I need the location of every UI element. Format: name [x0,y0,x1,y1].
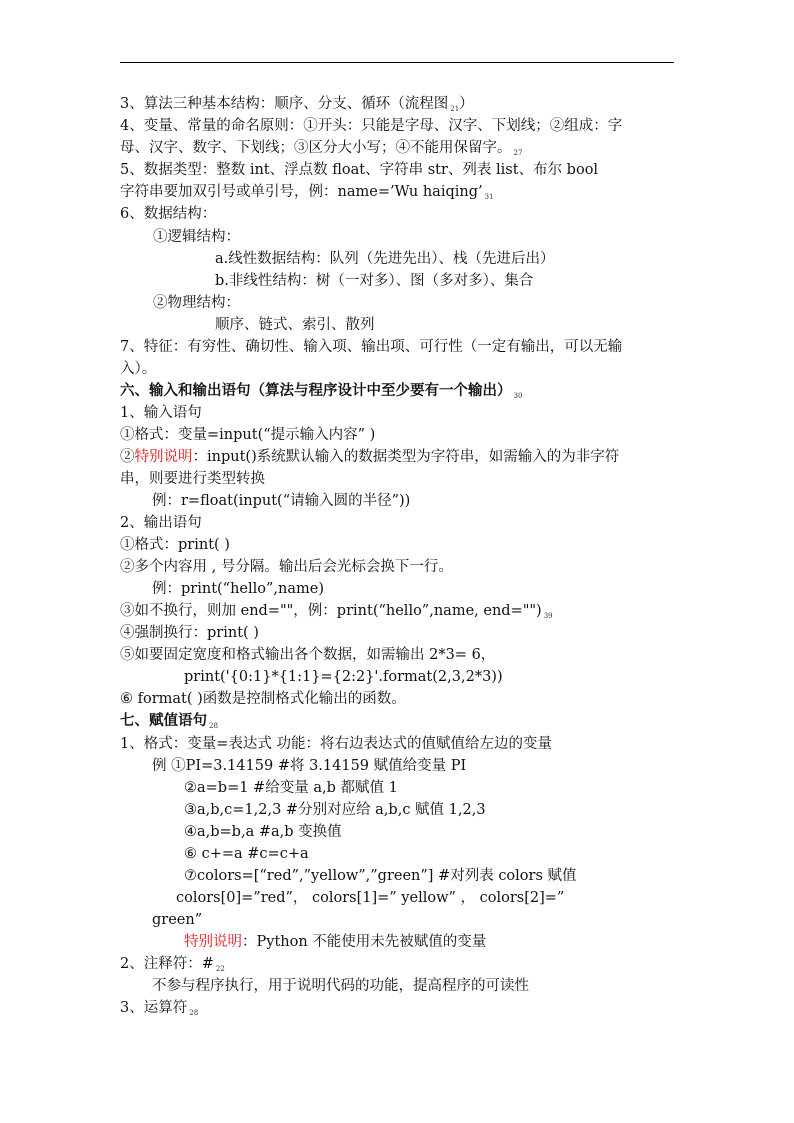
page-ref-number: 27 [513,149,523,157]
text-run: ②物理结构： [153,295,240,311]
text-run: 例：r=float(input(“请输入圆的半径”)) [152,493,411,509]
highlight-note: 特别说明 [184,934,242,950]
text-run: ①格式：print( ) [120,537,230,553]
text-run: 例：print(“hello”,name) [152,581,325,597]
text-run: ④a,b=b,a #a,b 变换值 [184,824,342,840]
text-line [215,315,375,335]
page-ref-number: 39 [543,612,553,620]
text-run: 母、汉字、数字、下划线；③区分大小写；④不能用保留字。 [120,140,512,156]
text-run: ② [120,449,135,465]
text-line [152,910,202,930]
text-run: 入）。 [120,361,157,377]
page-ref-number: 28 [209,722,218,730]
text-run: ①逻辑结构： [153,229,240,245]
text-line [120,403,202,423]
text-line [120,160,598,180]
text-line [184,932,486,952]
text-run: ：input()系统默认输入的数据类型为字符串，如需输入的为非字符 [192,449,620,465]
page-ref-number: 30 [513,392,523,400]
text-line [215,249,555,269]
text-line [152,976,529,996]
text-line [120,689,406,709]
text-run: ②a=b=1 #给变量 a,b 都赋值 1 [184,780,398,796]
text-line [120,337,622,357]
text-run: ：Python 不能使用未先被赋值的变量 [242,934,487,950]
text-line [184,844,309,864]
text-run: ⑤如要固定宽度和格式输出各个数据，如需输出 2*3= 6， [120,647,496,663]
text-run: 6、数据结构： [120,206,217,222]
text-line [176,888,564,908]
text-run: 六、输入和输出语句（算法与程序设计中至少要有一个输出） [120,382,512,399]
text-run: ⑦colors=[“red”,”yellow”,”green”] #对列表 colors 赋值 [184,868,577,884]
text-line [120,116,622,136]
text-line [184,778,398,798]
text-line [152,756,466,776]
page-ref-number: 28 [189,1009,199,1017]
text-line [184,866,577,886]
text-run: 1、输入语句 [120,405,202,421]
text-run: 2、注释符：# [120,956,214,972]
highlight-note: 特别说明 [134,449,193,465]
text-line [153,293,240,313]
text-line [120,535,230,555]
text-run: 4、变量、常量的命名原则：①开头：只能是字母、汉字、下划线；②组成：字 [120,118,623,134]
text-run: print('{0:1}*{1:1}={2:2}'.format(2,3,2*3)) [184,669,503,685]
text-run: 7、特征：有穷性、确切性、输入项、输出项、可行性（一定有输出，可以无输 [120,339,623,355]
text-line [120,734,552,754]
text-line [120,623,259,643]
text-run: ⑥ c+=a #c=c+a [184,846,309,862]
text-run: ③如不换行，则加 end=""，例：print(“hello”,name, end="") [120,603,542,619]
header-rule [120,62,674,63]
page-ref-number: 21 [450,105,460,113]
text-line [184,800,486,820]
text-line [215,271,533,291]
text-run: 5、数据类型：整数 int、浮点数 float、字符串 str、列表 list、布尔 bool [120,162,599,178]
text-run: 例 ①PI=3.14159 #将 3.14159 赋值给变量 PI [152,758,467,774]
text-line [120,359,156,379]
text-line [152,579,324,599]
text-line [153,227,240,247]
text-run: ②多个内容用 , 号分隔。输出后会光标会换下一行。 [120,559,453,575]
text-line [120,447,619,467]
text-line [120,425,375,445]
text-run: ①格式：变量=input(“提示输入内容” ) [120,427,376,443]
text-line [120,557,453,577]
text-line [152,491,410,511]
text-line [120,645,495,665]
text-run: colors[0]=”red”， colors[1]=” yellow” ， colors[2]=” [176,890,565,906]
text-run: ④强制换行：print( ) [120,625,259,641]
text-line [120,204,216,224]
text-line [120,469,265,489]
page-ref-number: 22 [215,965,225,973]
text-run: 1、格式：变量=表达式 功能：将右边表达式的值赋值给左边的变量 [120,736,552,752]
text-line [120,513,202,533]
page-ref-number: 31 [484,193,494,201]
text-run: 3、算法三种基本结构：顺序、分支、循环（流程图 [120,96,449,112]
text-run: 串，则要进行类型转换 [120,471,265,487]
text-run: 字符串要加双引号或单引号，例：name=’Wu haiqing’ [120,184,483,200]
text-run: ⑥ format( )函数是控制格式化输出的函数。 [120,691,406,707]
text-run: 3、运算符 [120,1000,188,1016]
text-run: green” [152,912,203,928]
text-run: 七、赋值语句 [120,712,207,729]
text-line [184,822,342,842]
text-run: ③a,b,c=1,2,3 #分别对应给 a,b,c 赋值 1,2,3 [184,802,486,818]
text-run: 不参与程序执行，用于说明代码的功能，提高程序的可读性 [152,978,529,994]
text-run: a.线性数据结构：队列（先进先出）、栈（先进后出） [215,251,555,267]
text-line [184,667,503,687]
text-run: 顺序、链式、索引、散列 [215,317,375,333]
text-run: 2、输出语句 [120,515,202,531]
text-run: b.非线性结构：树（一对多）、图（多对多）、集合 [215,273,534,289]
text-run: ） [459,96,474,112]
text-line [120,998,198,1023]
text-line [120,711,218,736]
